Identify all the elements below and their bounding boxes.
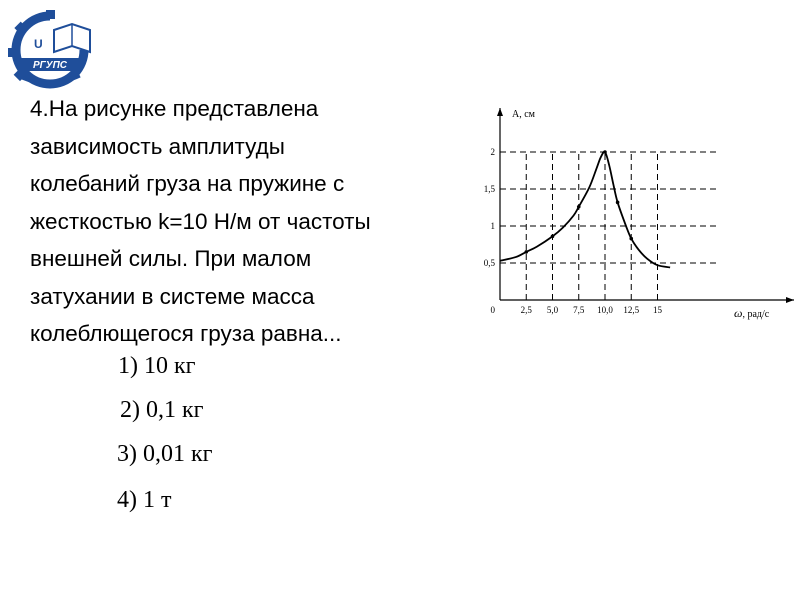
resonance-curve [500, 152, 670, 268]
x-tick-label: 10,0 [597, 305, 613, 315]
data-point [524, 250, 528, 254]
rgups-logo [4, 8, 96, 90]
y-tick-label: 2 [490, 147, 495, 157]
x-tick-label: 7,5 [573, 305, 585, 315]
question-line: жесткостью k=10 Н/м от частоты [30, 208, 371, 234]
answer-option-4[interactable]: 4) 1 т [117, 487, 172, 513]
x-axis-arrow [786, 297, 794, 303]
question-line: 4.На рисунке представлена [30, 96, 319, 121]
logo-letter: U [34, 37, 43, 51]
question-line: внешней силы. При малом [30, 246, 312, 271]
answer-option-2[interactable]: 2) 0,1 кг [120, 397, 204, 423]
logo-text: РГУПС [33, 60, 67, 71]
resonance-chart [478, 100, 800, 330]
y-tick-label: 1 [490, 221, 495, 231]
data-point [629, 237, 633, 241]
question-line: колебаний груза на пружине с [30, 171, 345, 196]
question-text [30, 90, 480, 353]
x-tick-label: 15 [653, 305, 662, 315]
data-point [577, 205, 581, 209]
x-tick-label: 5,0 [546, 305, 559, 315]
x-axis-label: ω, рад/с [734, 306, 770, 320]
y-axis-arrow [497, 108, 503, 116]
data-point [616, 201, 620, 205]
answer-option-1[interactable]: 1) 10 кг [118, 353, 196, 379]
question-line: зависимость амплитуды [30, 133, 285, 159]
x-tick-label: 2,5 [520, 305, 532, 315]
y-axis-label: A, см [512, 109, 535, 120]
question-line: колеблющегося груза равна... [30, 321, 342, 346]
y-tick-label: 1,5 [483, 184, 495, 194]
data-point [551, 235, 555, 239]
y-tick-label: 0,5 [483, 258, 495, 268]
origin-label: 0 [490, 305, 495, 315]
book-icon [54, 24, 90, 52]
data-point [603, 150, 607, 154]
x-tick-label: 12,5 [623, 305, 640, 315]
question-line: затухании в системе масса [30, 283, 315, 309]
answer-option-3[interactable]: 3) 0,01 кг [117, 441, 213, 467]
